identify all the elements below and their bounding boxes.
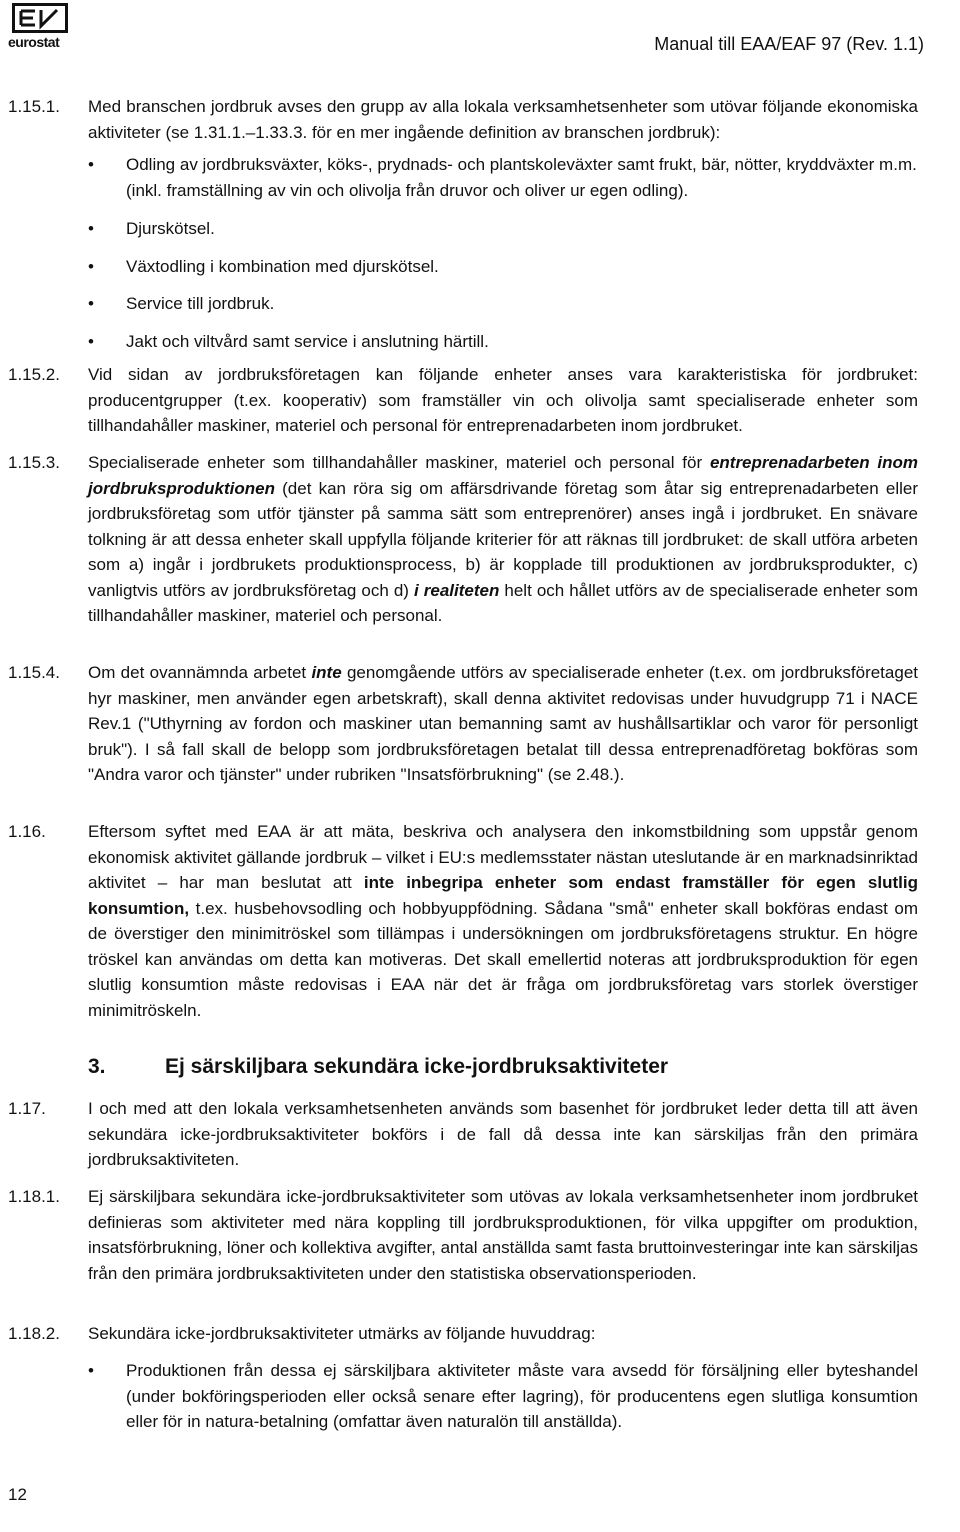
paragraph-text: I och med att den lokala verksamhetsenheten används som basenhet för jordbruket leder detta till att även sekundära icke-jordbruksaktiviteter bokförs i de fall då dessa inte kan särskiljas från den primära jordbruksaktiviteten.: [88, 1099, 918, 1169]
section-title: Ej särskiljbara sekundära icke-jordbruksaktiviteter: [165, 1055, 669, 1078]
paragraph-text: Om det ovannämnda arbetet inte genomgående utförs av specialiserade enheter (t.ex. om jordbruksföretaget hyr maskiner, men använder egen arbetskraft), skall denna aktivitet redovisas under huvudgrupp 71 i NACE Rev.1 ("Uthyrning av fordon och maskiner utan bemanning samt av hushållsartiklar och varor för personligt bruk"). I så fall skall de belopp som jordbruksföretagen betalat till dessa entreprenadföretag bokföras som "Andra varor och tjänster" under rubriken "Insatsförbrukning" (se 2.48.).: [88, 663, 918, 784]
logo-mark-icon: [15, 6, 65, 30]
eurostat-logo-mark: [12, 3, 68, 33]
emphasis: inte: [311, 663, 342, 682]
page-number: 12: [8, 1485, 27, 1504]
paragraph-text: Ej särskiljbara sekundära icke-jordbruksaktiviteter som utövas av lokala verksamhetsenheter inom jordbruket definieras som aktiviteter med nära koppling till jordbruksproduktionen, för vilka uppgifter om produktion, insatsförbrukning, löner och kollektiva avgifter, antal anställda samt fasta bruttoinvesteringar inte kan särskiljas från den primära jordbruksaktiviteten under den statistiska observationsperioden.: [88, 1187, 918, 1283]
paragraph-text: Sekundära icke-jordbruksaktiviteter utmärks av följande huvuddrag:: [88, 1324, 596, 1343]
emphasis: entreprenadarbeten inom jordbruksproduktionen: [88, 453, 918, 498]
bullet-icon: •: [88, 155, 94, 174]
paragraph-number: 1.15.2.: [8, 365, 60, 384]
paragraph-number: 1.15.4.: [8, 663, 60, 682]
paragraph-text: Eftersom syftet med EAA är att mäta, beskriva och analysera den inkomstbildning som uppstår genom ekonomisk aktivitet gällande jordbruk – vilket i EU:s medlemsstater nästan uteslutande är en marknadsinriktad aktivitet – har man beslutat att inte inbegripa enheter som endast framställer för egen slutlig konsumtion, t.ex. husbehovsodling och hobbyuppfödning. Sådana "små" enheter skall bokföras endast om de överstiger den minimitröskel som tillämpas i undersökningen om jordbruksföretagens struktur. En högre tröskel kan användas om detta kan motiveras. Det skall emellertid noteras att jordbruksproduktion för egen slutlig konsumtion måste redovisas i EAA när det är fråga om jordbruksföretag vars storlek överstiger minimitröskeln.: [88, 822, 918, 1020]
emphasis: i realiteten: [414, 580, 500, 600]
paragraph-text: Specialiserade enheter som tillhandahåller maskiner, materiel och personal för entreprenadarbeten inom jordbruksproduktionen (det kan röra sig om affärsdrivande företag som åtar sig entreprenadarbeten eller jordbruksföretag som utför tjänster på samma sätt som entreprenörer) anses ingå i jordbruket. En snävare tolkning är att dessa enheter skall uppfylla följande kriterier för att räknas till jordbruket: de skall utföra arbeten som a) ingår i jordbrukets produktionsprocess, b) är kopplade till produktionen av jordbruksprodukter, c) vanligtvis utförs av jordbruksföretag och d) i realiteten helt och hållet utförs av de specialiserade enheter som tillhandahåller maskiner, materiel och personal.: [88, 453, 918, 625]
paragraph-number: 1.15.1.: [8, 97, 60, 116]
page-header: [0, 0, 960, 60]
logo-wordmark: eurostat: [8, 34, 60, 50]
paragraph-number: 1.18.2.: [8, 1324, 60, 1343]
emphasis: inte inbegripa enheter som endast framställer för egen slutlig konsumtion,: [88, 873, 918, 918]
paragraph-number: 1.18.1.: [8, 1187, 60, 1206]
bullet-icon: •: [88, 332, 94, 351]
paragraph-text: Med branschen jordbruk avses den grupp av alla lokala verksamhetsenheter som utövar följande ekonomiska aktiviteter (se 1.31.1.–1.33.3. för en mer ingående definition av branschen jordbruk):: [88, 97, 918, 142]
bullet-icon: •: [88, 219, 94, 238]
paragraph-text: Vid sidan av jordbruksföretagen kan följande enheter anses vara karakteristiska för jordbruket: producentgrupper (t.ex. kooperativ) som framställer vin och olivolja samt specialiserade enheter som tillhandahåller maskiner, materiel och personal för entreprenadarbeten inom jordbruket.: [88, 365, 918, 435]
bullet-icon: •: [88, 257, 94, 276]
paragraph-number: 1.17.: [8, 1099, 46, 1118]
bullet-icon: •: [88, 1361, 94, 1380]
paragraph-number: 1.16.: [8, 822, 46, 841]
bullet-icon: •: [88, 294, 94, 313]
section-number: 3.: [88, 1055, 106, 1078]
manual-title: Manual till EAA/EAF 97 (Rev. 1.1): [654, 34, 924, 54]
eurostat-logo: [8, 3, 72, 50]
paragraph-number: 1.15.3.: [8, 453, 60, 472]
